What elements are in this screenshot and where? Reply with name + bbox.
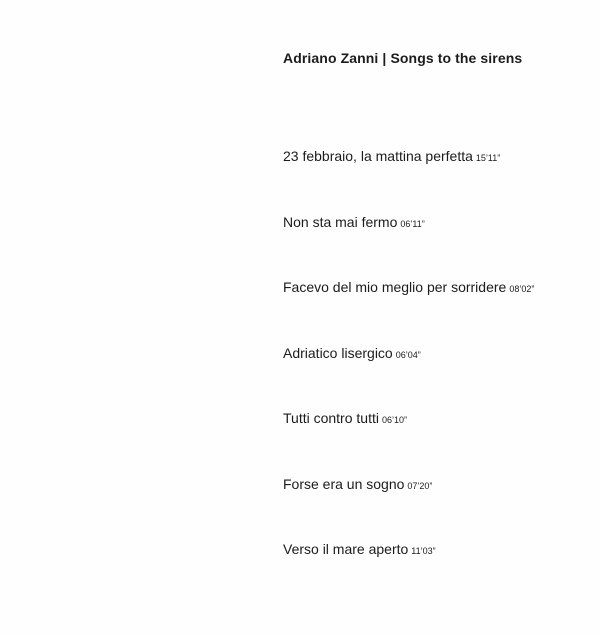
- track-title: Forse era un sogno: [283, 475, 405, 492]
- track-title: Facevo del mio meglio per sorridere: [283, 279, 507, 295]
- track-item: [283, 213, 534, 279]
- track-duration: 07’20”: [407, 480, 433, 491]
- track-duration: 06’04”: [395, 349, 421, 360]
- album-header: [283, 50, 522, 66]
- track-item: [283, 278, 534, 344]
- track-item: [283, 540, 534, 606]
- track-title: Adriatico lisergico: [283, 344, 393, 361]
- track-list: [283, 147, 534, 606]
- track-duration: 11’03”: [411, 546, 436, 556]
- album-title: Songs to the sirens: [390, 50, 523, 66]
- track-item: [283, 409, 534, 475]
- track-item: [283, 147, 534, 213]
- track-item: [283, 344, 534, 410]
- track-duration: 15’11”: [475, 153, 501, 163]
- track-duration: 06’11”: [400, 218, 425, 229]
- header-separator: |: [382, 50, 387, 66]
- track-title: Non sta mai fermo: [283, 213, 398, 230]
- artist-name: Adriano Zanni: [283, 50, 379, 66]
- track-title: 23 febbraio, la mattina perfetta: [283, 148, 473, 164]
- track-title: Tutti contro tutti: [283, 410, 379, 426]
- track-item: [283, 475, 534, 541]
- track-duration: 08’02”: [509, 284, 535, 294]
- track-title: Verso il mare aperto: [283, 541, 409, 557]
- track-duration: 06’10”: [381, 415, 407, 425]
